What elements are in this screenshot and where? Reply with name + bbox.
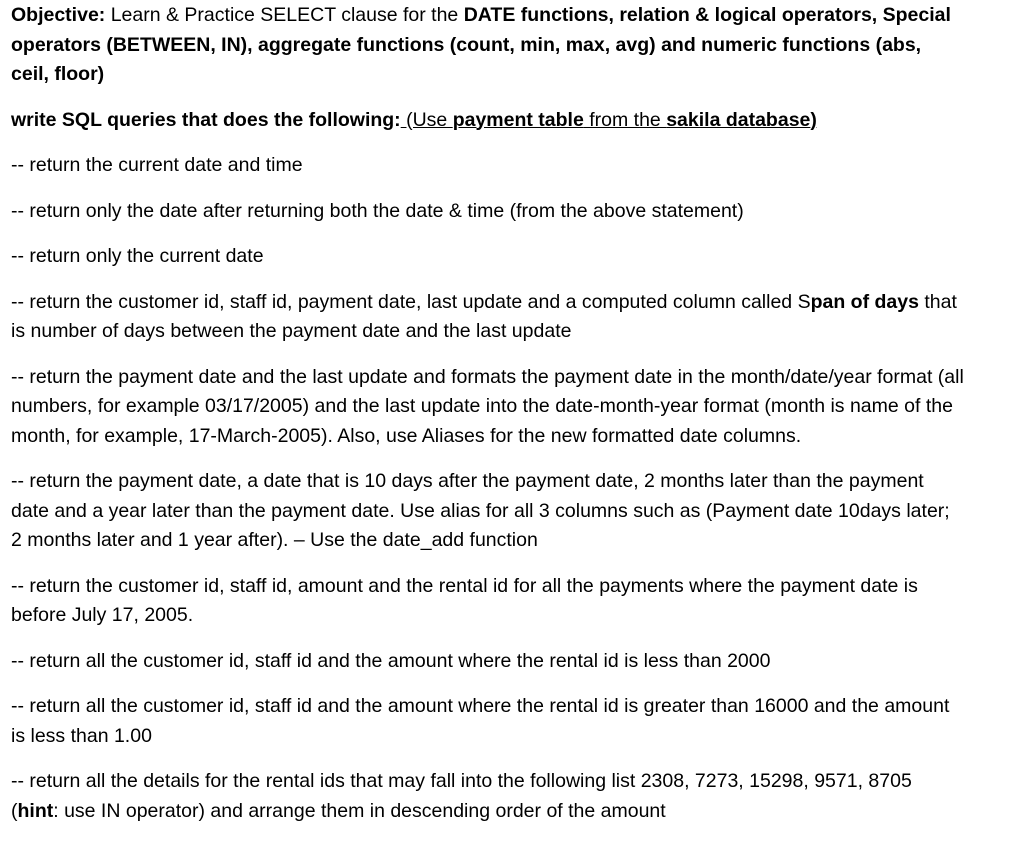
- task-7: -- return the customer id, staff id, amount and the rental id for all the payments where the payment date is before July 17, 2005.: [11, 574, 918, 626]
- objective-topics: DATE functions, relation & logical operators, Special operators (BETWEEN, IN), aggregate functions (count, min, max, avg) and numeric functions (abs, ceil, floor): [11, 4, 951, 85]
- payment-table-text: payment table: [452, 108, 584, 131]
- instructions-lead: write SQL queries that does the following:: [11, 108, 401, 131]
- task-9: -- return all the customer id, staff id and the amount where the rental id is greater than 16000 and the amount is less than 1.00: [11, 695, 950, 747]
- task-5: -- return the payment date and the last update and formats the payment date in the month/date/year format (all numbers, for example 03/17/2005) and the last update into the date-month-year format (month is name of the month, for example, 17-March-2005). Also, use Aliases for the new formatted date columns.: [11, 365, 964, 447]
- instructions-paren-open: (Use: [400, 108, 453, 131]
- objective-paragraph: [11, 0, 964, 90]
- task-4-text-b: that is number of days between the payment date and the last update: [11, 290, 957, 342]
- instructions-paragraph: [11, 106, 964, 136]
- objective-text: Learn & Practice SELECT clause for the: [105, 4, 464, 26]
- task-2: -- return only the date after returning both the date & time (from the above statement): [11, 199, 744, 222]
- task-8: -- return all the customer id, staff id and the amount where the rental id is less than 2000: [11, 649, 771, 672]
- instructions-from-the: from the: [583, 108, 667, 131]
- task-10: [11, 767, 964, 826]
- sakila-database-text: sakila database: [666, 108, 811, 131]
- task-4: [11, 288, 964, 347]
- instructions-paren-close: ): [810, 108, 817, 131]
- task-4-span-of-days: pan of days: [810, 290, 919, 313]
- task-10-text-a: -- return all the details for the rental ids that may fall into the following list 2308, 7273, 15298, 9571, 8705 (: [11, 770, 912, 822]
- task-4-text-a: -- return the customer id, staff id, payment date, last update and a computed column called S: [11, 290, 811, 313]
- task-10-hint: hint: [17, 799, 54, 822]
- task-10-text-b: : use IN operator) and arrange them in descending order of the amount: [53, 799, 666, 822]
- task-1: -- return the current date and time: [11, 154, 303, 176]
- task-3: -- return only the current date: [11, 245, 264, 267]
- task-6: -- return the payment date, a date that is 10 days after the payment date, 2 months later than the payment date and a year later than the payment date. Use alias for all 3 columns such as (Payment date 10days later; 2 months later and 1 year after). – Use the date_add function: [11, 470, 950, 551]
- objective-label: Objective:: [11, 4, 106, 26]
